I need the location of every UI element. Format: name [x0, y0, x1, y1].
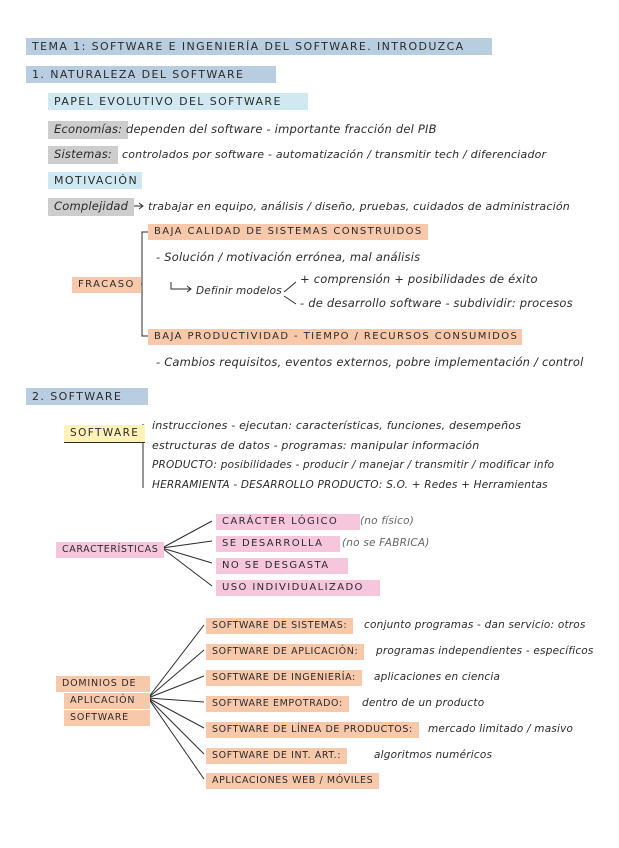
caracteristica-note: (no físico): [360, 515, 415, 527]
baja-productividad-tag: BAJA PRODUCTIVIDAD - TIEMPO / RECURSOS CONSUMIDOS: [148, 329, 522, 345]
baja-calidad-tag: BAJA CALIDAD DE SISTEMAS CONSTRUIDOS: [148, 224, 428, 240]
dominio-tag: SOFTWARE DE LÍNEA DE PRODUCTOS:: [206, 722, 419, 738]
dominios-label-line: DOMINIOS DE: [56, 676, 150, 692]
caracteristicas-label: CARACTERÍSTICAS: [56, 542, 164, 558]
dominio-text: algoritmos numéricos: [374, 749, 493, 761]
economias-text: dependen del software - importante fracción del PIB: [126, 122, 437, 136]
caracteristica-tag: USO INDIVIDUALIZADO: [216, 580, 380, 596]
dominio-tag: SOFTWARE DE INT. ART.:: [206, 748, 347, 764]
page-title: TEMA 1: SOFTWARE E INGENIERÍA DEL SOFTWARE. INTRODUZCA: [26, 38, 492, 55]
caracteristica-tag: CARÁCTER LÓGICO: [216, 514, 360, 530]
software-label: SOFTWARE: [64, 425, 145, 443]
dominios-label-line: SOFTWARE: [64, 710, 150, 726]
cambios-text: - Cambios requisitos, eventos externos, pobre implementación / control: [156, 355, 584, 369]
dominios-label-line: APLICACIÓN: [64, 693, 150, 709]
caracteristica-tag: SE DESARROLLA: [216, 536, 340, 552]
motivacion-heading: MOTIVACIÓN: [48, 172, 142, 189]
subheading-papel-evolutivo: PAPEL EVOLUTIVO DEL SOFTWARE: [48, 93, 308, 110]
software-def-1: instrucciones - ejecutan: características, funciones, desempeños: [152, 419, 522, 432]
sistemas-label: Sistemas:: [48, 146, 118, 164]
solucion-text: - Solución / motivación errónea, mal análisis: [156, 250, 421, 264]
dominio-tag: APLICACIONES WEB / MÓVILES: [206, 773, 379, 789]
software-def-3: PRODUCTO: posibilidades - producir / manejar / transmitir / modificar info: [152, 459, 555, 471]
definir-modelos-text: Definir modelos: [196, 285, 282, 297]
software-def-4: HERRAMIENTA - DESARROLLO PRODUCTO: S.O. + Redes + Herramientas: [152, 479, 548, 491]
dominio-text: programas independientes - específicos: [376, 645, 594, 657]
complejidad-label: Complejidad: [48, 198, 134, 216]
dominio-text: conjunto programas - dan servicio: otros: [364, 619, 586, 631]
mas-comprension-text: + comprensión + posibilidades de éxito: [300, 272, 538, 286]
complejidad-text: trabajar en equipo, análisis / diseño, pruebas, cuidados de administración: [148, 200, 570, 213]
software-def-2: estructuras de datos - programas: manipular información: [152, 439, 480, 452]
fracaso-label: FRACASO: [72, 277, 141, 293]
caracteristica-tag: NO SE DESGASTA: [216, 558, 348, 574]
desarrollo-software-text: - de desarrollo software - subdividir: procesos: [300, 296, 573, 310]
section-heading-naturaleza: 1. NATURALEZA DEL SOFTWARE: [26, 66, 276, 83]
section-heading-software: 2. SOFTWARE: [26, 388, 148, 405]
dominio-text: aplicaciones en ciencia: [374, 671, 501, 683]
dominio-text: dentro de un producto: [362, 697, 485, 709]
sistemas-text: controlados por software - automatización / transmitir tech / diferenciador: [122, 148, 547, 161]
economias-label: Economías:: [48, 121, 128, 139]
dominio-tag: SOFTWARE EMPOTRADO:: [206, 696, 349, 712]
dominio-tag: SOFTWARE DE INGENIERÍA:: [206, 670, 362, 686]
dominio-tag: SOFTWARE DE APLICACIÓN:: [206, 644, 364, 660]
dominio-text: mercado limitado / masivo: [428, 723, 574, 735]
caracteristica-note: (no se FABRICA): [342, 537, 430, 549]
dominio-tag: SOFTWARE DE SISTEMAS:: [206, 618, 353, 634]
